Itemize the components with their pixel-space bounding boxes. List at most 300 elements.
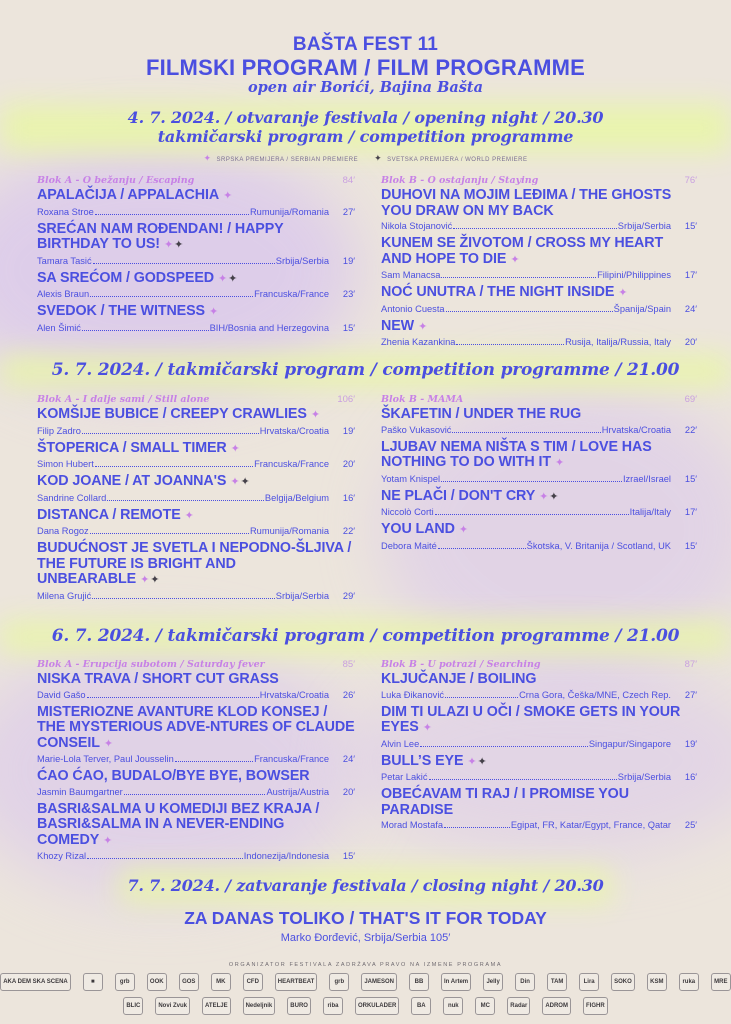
film-details (381, 539, 697, 553)
serbian-premiere-icon: ✦ (140, 574, 150, 586)
film-director: Filip Zadro (37, 425, 81, 436)
film-country: Srbija/Serbia (617, 221, 671, 231)
film-country: Francuska/France (254, 459, 329, 469)
film-title-text: APALAČIJA / APPALACHIA (37, 187, 220, 203)
legend-serbian-label: SRPSKA PREMIJERA / SERBIAN PREMIERE (216, 157, 359, 163)
day1-heading: 4. 7. 2024. / otvaranje festivala / opening night / 20.30 (127, 108, 604, 127)
film-country: Srbija/Serbia (275, 255, 329, 266)
film-country: Egipat, FR, Katar/Egypt, France, Qatar (510, 820, 671, 830)
block-duration: 76′ (684, 175, 697, 186)
sponsor-logo: MK (211, 973, 231, 991)
film-title-text: BULL’S EYE (381, 752, 464, 769)
film-title-text: YOU LAND (381, 521, 455, 537)
dotted-leader (441, 277, 596, 278)
film-entry (381, 787, 697, 832)
world-premiere-icon: ✦ (150, 574, 160, 586)
sponsor-logo: CFD (243, 973, 263, 991)
sponsor-logo: BURO (287, 997, 311, 1015)
film-country: Austrija/Austria (266, 786, 329, 797)
film-country: Crna Gora, Češka/MNE, Czech Rep. (519, 689, 671, 700)
film-details (37, 589, 355, 603)
film-director: Debora Maité (381, 540, 437, 551)
film-title (381, 787, 697, 818)
film-details (37, 424, 355, 438)
serbian-premiere-icon: ✦ (510, 253, 520, 266)
film-entry (37, 672, 355, 702)
world-premiere-icon: ✦ (549, 490, 559, 503)
closing-heading: 7. 7. 2024. / zatvaranje festivala / closing night / 20.30 (127, 876, 604, 895)
film-title (37, 407, 355, 424)
closing-film-credit: Marko Đorđević, Srbija/Serbia 105′ (280, 932, 451, 944)
film-duration: 27′ (684, 689, 697, 700)
film-director: Sandrine Collard (37, 492, 107, 503)
film-entry (381, 440, 697, 486)
film-title-text: LJUBAV NEMA NIŠTA S TIM / LOVE HAS NOTHING TO DO WITH IT (381, 438, 652, 470)
film-country: Rumunija/Romania (249, 526, 329, 536)
dotted-leader (453, 228, 616, 229)
film-country: Srbija/Serbia (617, 772, 671, 782)
film-entry (381, 236, 697, 282)
programme-title: FILMSKI PROGRAM / FILM PROGRAMME (145, 55, 586, 80)
film-director: Petar Lakić (381, 772, 428, 782)
film-entry (381, 407, 697, 437)
film-title (37, 222, 355, 254)
block-header (381, 394, 697, 405)
film-title (381, 489, 697, 506)
film-title (37, 541, 355, 589)
film-details (381, 737, 697, 751)
film-duration: 17′ (684, 507, 697, 517)
legend-world (374, 153, 527, 164)
sponsor-logo: ■ (83, 973, 103, 991)
serbian-premiere-icon: ✦ (310, 409, 320, 421)
block-header (381, 175, 697, 186)
sponsor-logo: ORKULADER (355, 997, 399, 1015)
sponsor-logo: OOK (147, 973, 167, 991)
sponsor-logo: GOS (179, 973, 199, 991)
block-duration: 106′ (337, 394, 355, 405)
film-director: Alexis Braun (37, 289, 90, 299)
block-title: Blok B - U potrazi / Searching (381, 659, 541, 670)
sponsor-logo: MC (475, 997, 495, 1015)
film-country: Izrael/Israel (622, 473, 671, 484)
venue-subtitle: open air Borići, Bajina Bašta (247, 79, 484, 96)
film-title-text: MISTERIOZNE AVANTURE KLOD KONSEJ / THE MYSTERIOUS ADVE-NTURES OF CLAUDE CONSEIL (37, 703, 355, 751)
day1-block-a (37, 175, 355, 338)
sponsor-logo: BB (409, 973, 429, 991)
dotted-leader (441, 481, 622, 482)
film-entry (381, 705, 697, 751)
block-title: Blok B - MAMA (381, 394, 464, 405)
film-director: Zhenia Kazankina (381, 337, 456, 347)
film-entry (37, 188, 355, 219)
film-entry (37, 769, 355, 799)
serbian-premiere-icon: ✦ (618, 287, 628, 299)
film-details (381, 505, 697, 519)
film-duration: 15′ (342, 322, 355, 333)
sponsor-logo: nuk (443, 997, 463, 1015)
legend-world-label: SVETSKA PREMIJERA / WORLD PREMIERE (387, 157, 528, 163)
sponsor-logo: AKA DEM SKA SCENA (0, 973, 71, 991)
film-title-text: KOMŠIJE BUBICE / CREEPY CRAWLIES (37, 406, 307, 422)
world-premiere-icon: ✦ (477, 755, 487, 768)
film-duration: 25′ (684, 820, 697, 830)
film-title-text: ŠTOPERICA / SMALL TIMER (37, 439, 227, 456)
sponsor-logo: grb (115, 973, 135, 991)
film-title (37, 441, 355, 458)
film-country: Španija/Spain (613, 303, 671, 314)
film-country: Hrvatska/Croatia (601, 424, 671, 435)
serbian-premiere-icon: ✦ (458, 524, 468, 536)
block-duration: 84′ (342, 175, 355, 186)
day3-block-b (381, 659, 697, 835)
legend-serbian (203, 153, 358, 164)
serbian-premiere-icon: ✦ (223, 190, 233, 202)
film-country: Srbija/Serbia (275, 590, 329, 601)
day1-block-b (381, 175, 697, 352)
film-country: Rusija, Italija/Russia, Italy (565, 337, 671, 347)
film-country: BIH/Bosnia and Herzegovina (209, 322, 329, 333)
film-title-text: NISKA TRAVA / SHORT CUT GRASS (37, 671, 279, 687)
film-title (37, 474, 355, 491)
film-details (381, 472, 697, 486)
film-title (37, 802, 355, 850)
dotted-leader (429, 779, 617, 780)
film-entry (37, 304, 355, 335)
serbian-premiere-icon: ✦ (554, 457, 565, 469)
film-entry (37, 802, 355, 864)
film-duration: 20′ (342, 786, 355, 797)
film-entry (37, 407, 355, 438)
dotted-leader (456, 344, 564, 345)
film-duration: 29′ (342, 590, 355, 601)
programme-change-notice: ORGANIZATOR FESTIVALA ZADRŽAVA PRAVO NA IZMENE PROGRAMA (228, 962, 503, 968)
film-title (381, 522, 697, 539)
serbian-premiere-icon: ✦ (103, 737, 113, 750)
film-entry (37, 541, 355, 603)
film-duration: 19′ (342, 255, 355, 266)
film-title-text: NE PLAČI / DON'T CRY (381, 487, 536, 504)
serbian-premiere-icon: ✦ (209, 306, 219, 318)
film-title (381, 285, 697, 302)
sponsor-logo: Din (515, 973, 535, 991)
film-country: Rumunija/Romania (249, 206, 329, 217)
dotted-leader (93, 263, 275, 264)
film-details (37, 688, 355, 702)
film-title-text: SVEDOK / THE WITNESS (37, 303, 205, 319)
film-entry (381, 319, 697, 350)
dotted-leader (420, 746, 588, 747)
film-country: Belgija/Belgium (264, 492, 329, 503)
block-title: Blok A - I dalje sami / Still alone (37, 394, 210, 405)
film-country: Hrvatska/Croatia (259, 689, 329, 700)
block-header (37, 175, 355, 186)
film-director: Simon Hubert (37, 459, 94, 469)
film-director: Nikola Stojanović (381, 221, 453, 231)
film-title (381, 236, 697, 268)
serbian-premiere-icon: ✦ (230, 476, 240, 488)
sponsor-logo: Nedeljnik (243, 997, 276, 1015)
film-director: Milena Grujić (37, 590, 92, 601)
film-title (381, 188, 697, 219)
film-duration: 23′ (342, 289, 355, 299)
film-director: Khozy Rizal (37, 851, 87, 861)
sponsor-logos-row-1 (0, 973, 731, 991)
sponsor-logo: In Artem (441, 973, 471, 991)
film-title (37, 508, 355, 525)
film-details (381, 219, 697, 233)
sponsor-logo: BLIC (123, 997, 143, 1015)
film-director: Niccolò Corti (381, 507, 434, 517)
film-title-text: ŠKAFETIN / UNDER THE RUG (381, 406, 582, 422)
serbian-premiere-icon: ✦ (184, 509, 194, 522)
serbian-premiere-icon: ✦ (467, 755, 477, 768)
film-director: Sam Manacsa (381, 270, 441, 280)
block-title: Blok B - O ostajanju / Staying (381, 175, 539, 186)
film-duration: 24′ (684, 303, 697, 314)
dotted-leader (87, 697, 259, 698)
film-title (381, 754, 697, 771)
film-duration: 19′ (684, 738, 697, 749)
film-duration: 16′ (684, 772, 697, 782)
film-title (381, 705, 697, 737)
film-details (37, 321, 355, 335)
film-title-text: BASRI&SALMA U KOMEDIJI BEZ KRAJA / BASRI&SALMA IN A NEVER-ENDING COMEDY (37, 800, 320, 848)
sponsor-logo: MRE (711, 973, 731, 991)
film-director: Marie-Lola Terver, Paul Jousselin (37, 754, 174, 764)
dotted-leader (90, 533, 249, 534)
sponsor-logo: Lira (579, 973, 599, 991)
serbian-premiere-icon: ✦ (418, 320, 428, 333)
dotted-leader (107, 500, 264, 501)
dotted-leader (446, 311, 613, 312)
dotted-leader (82, 330, 209, 331)
sponsor-logos-row-2 (0, 997, 731, 1015)
film-director: Alen Šimić (37, 322, 81, 333)
film-details (381, 818, 697, 832)
dotted-leader (438, 548, 526, 549)
film-entry (381, 489, 697, 520)
film-details (37, 491, 355, 505)
film-details (381, 770, 697, 784)
film-title-text: DUHOVI NA MOJIM LEĐIMA / THE GHOSTS YOU DRAW ON MY BACK (381, 187, 672, 219)
sponsor-logo: ATELJE (202, 997, 231, 1015)
film-title (37, 188, 355, 205)
film-title (37, 769, 355, 785)
film-details (37, 254, 355, 268)
sponsor-logo: ruka (679, 973, 699, 991)
film-country: Škotska, V. Britanija / Scotland, UK (526, 540, 671, 551)
day1-subheading: takmičarski program / competition programme (157, 127, 574, 146)
film-director: Luka Đikanović (381, 689, 445, 700)
dotted-leader (82, 433, 259, 434)
day3-heading: 6. 7. 2024. / takmičarski program / competition programme / 21.00 (51, 626, 680, 646)
film-country: Hrvatska/Croatia (259, 425, 329, 436)
film-director: Yotam Knispel (381, 473, 441, 484)
film-country: Francuska/France (254, 289, 329, 299)
sponsor-logo: Radar (507, 997, 530, 1015)
serbian-premiere-icon: ✦ (203, 153, 212, 163)
film-title (381, 672, 697, 688)
day2-block-b (381, 394, 697, 556)
serbian-premiere-icon: ✦ (103, 834, 113, 847)
film-duration: 15′ (342, 851, 355, 861)
film-title (37, 672, 355, 688)
film-title (37, 705, 355, 753)
film-title-text: NEW (381, 317, 415, 334)
film-title-text: OBEĆAVAM TI RAJ / I PROMISE YOU PARADISE (381, 786, 629, 818)
premiere-legend (0, 153, 731, 164)
dotted-leader (95, 466, 253, 467)
film-entry (381, 672, 697, 702)
film-country: Italija/Italy (629, 507, 671, 517)
film-duration: 27′ (342, 206, 355, 217)
sponsor-logo: JAMESON (361, 973, 397, 991)
film-title-text: BUDUĆNOST JE SVETLA I NEPODNO-ŠLJIVA / THE FUTURE IS BRIGHT AND UNBEARABLE (37, 540, 352, 587)
film-details (381, 688, 697, 702)
block-header (381, 659, 697, 670)
film-title-text: KLJUČANJE / BOILING (381, 671, 537, 687)
film-title (381, 407, 697, 423)
film-title-text: SREĆAN NAM ROĐENDAN! / HAPPY BIRTHDAY TO US! (37, 220, 284, 252)
film-title-text: DISTANCA / REMOTE (37, 506, 181, 523)
film-details (37, 849, 355, 863)
sponsor-logo: grb (329, 973, 349, 991)
block-title: Blok A - O bežanju / Escaping (37, 175, 195, 186)
day2-block-a (37, 394, 355, 606)
sponsor-logo: riba (323, 997, 343, 1015)
film-details (37, 287, 355, 301)
film-title (37, 271, 355, 288)
film-entry (37, 271, 355, 302)
dotted-leader (452, 432, 600, 433)
film-country: Francuska/France (254, 754, 329, 764)
film-entry (37, 705, 355, 767)
film-director: David Gašo (37, 689, 86, 700)
film-entry (37, 508, 355, 539)
film-entry (37, 441, 355, 472)
film-country: Filipini/Philippines (597, 270, 671, 280)
film-director: Jasmin Baumgartner (37, 786, 123, 797)
world-premiere-icon: ✦ (374, 153, 383, 163)
world-premiere-icon: ✦ (174, 239, 184, 251)
film-title-text: DIM TI ULAZI U OČI / SMOKE GETS IN YOUR EYES (381, 703, 681, 735)
block-duration: 85′ (342, 659, 355, 670)
film-director: Alvin Lee (381, 738, 420, 749)
dotted-leader (87, 858, 243, 859)
film-duration: 22′ (342, 526, 355, 536)
film-duration: 15′ (684, 473, 697, 484)
film-director: Antonio Cuesta (381, 303, 445, 314)
film-director: Roxana Stroe (37, 206, 94, 217)
world-premiere-icon: ✦ (240, 476, 250, 488)
film-duration: 19′ (342, 425, 355, 436)
serbian-premiere-icon: ✦ (539, 490, 549, 503)
serbian-premiere-icon: ✦ (163, 239, 174, 251)
sponsor-logo: FIGHR (583, 997, 608, 1015)
block-header (37, 394, 355, 405)
film-entry (381, 754, 697, 785)
film-details (37, 457, 355, 471)
film-title-text: NOĆ UNUTRA / THE NIGHT INSIDE (381, 284, 615, 300)
film-details (37, 205, 355, 219)
sponsor-logo: KSM (647, 973, 667, 991)
film-entry (381, 285, 697, 316)
film-details (381, 423, 697, 437)
sponsor-logo: HEARTBEAT (275, 973, 318, 991)
dotted-leader (92, 598, 275, 599)
film-entry (381, 188, 697, 233)
film-director: Tamara Tasić (37, 255, 92, 266)
film-duration: 16′ (342, 492, 355, 503)
film-duration: 17′ (684, 270, 697, 280)
serbian-premiere-icon: ✦ (422, 722, 432, 734)
sponsor-logo: SOKO (611, 973, 635, 991)
film-entry (37, 474, 355, 505)
film-country: Singapur/Singapore (588, 738, 671, 749)
film-details (37, 524, 355, 538)
dotted-leader (124, 794, 266, 795)
film-title (381, 319, 697, 336)
film-details (37, 785, 355, 799)
film-title-text: KOD JOANE / AT JOANNA'S (37, 473, 227, 489)
film-details (381, 268, 697, 282)
sponsor-logo: Novi Zvuk (155, 997, 190, 1015)
sponsor-logo: Jelly (483, 973, 503, 991)
sponsor-logo: TAM (547, 973, 567, 991)
film-director: Morad Mostafa (381, 820, 444, 830)
block-title: Blok A - Erupcija subotom / Saturday fever (37, 659, 265, 670)
film-duration: 20′ (342, 459, 355, 469)
film-entry (381, 522, 697, 553)
film-details (37, 752, 355, 766)
film-title-text: SA SREĆOM / GODSPEED (37, 269, 215, 286)
serbian-premiere-icon: ✦ (218, 272, 228, 285)
film-title-text: ĆAO ĆAO, BUDALO/BYE BYE, BOWSER (37, 768, 310, 784)
film-details (381, 335, 697, 349)
dotted-leader (90, 296, 253, 297)
film-entry (37, 222, 355, 268)
dotted-leader (95, 214, 249, 215)
day3-block-a (37, 659, 355, 866)
block-header (37, 659, 355, 670)
serbian-premiere-icon: ✦ (230, 442, 240, 455)
dotted-leader (444, 827, 510, 828)
festival-title: BAŠTA FEST 11 (292, 34, 439, 55)
film-title (381, 440, 697, 472)
film-duration: 15′ (684, 221, 697, 231)
film-duration: 26′ (342, 689, 355, 700)
dotted-leader (445, 697, 518, 698)
film-duration: 22′ (684, 424, 697, 435)
film-title-text: KUNEM SE ŽIVOTOM / CROSS MY HEART AND HOPE TO DIE (381, 235, 664, 267)
film-title (37, 304, 355, 321)
film-duration: 24′ (342, 754, 355, 764)
film-duration: 15′ (684, 540, 697, 551)
world-premiere-icon: ✦ (228, 272, 238, 285)
block-duration: 69′ (684, 394, 697, 405)
film-director: Dana Rogoz (37, 526, 89, 536)
dotted-leader (175, 761, 253, 762)
closing-film-title: ZA DANAS TOLIKO / THAT'S IT FOR TODAY (184, 908, 547, 928)
block-duration: 87′ (684, 659, 697, 670)
film-duration: 20′ (684, 337, 697, 347)
film-country: Indonezija/Indonesia (243, 851, 329, 861)
day2-heading: 5. 7. 2024. / takmičarski program / competition programme / 21.00 (51, 360, 680, 380)
dotted-leader (435, 514, 629, 515)
sponsor-logo: BA (411, 997, 431, 1015)
film-details (381, 302, 697, 316)
